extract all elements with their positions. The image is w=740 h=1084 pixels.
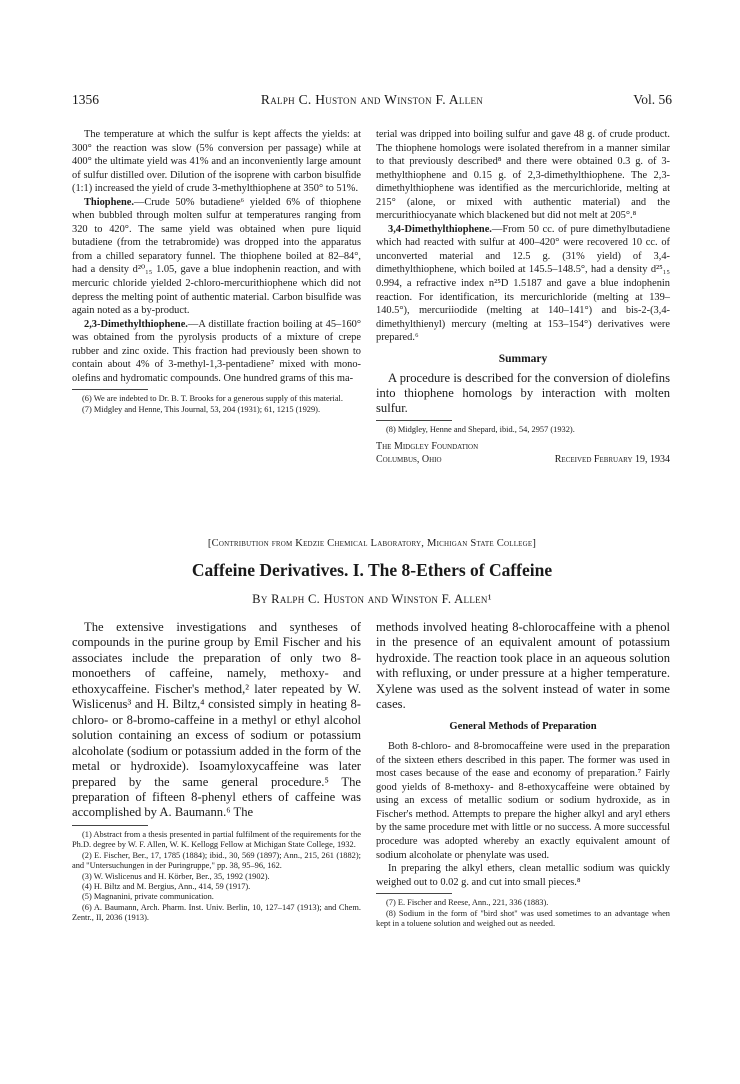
contribution-line: [Contribution from Kedzie Chemical Laboratory, Michigan State College] [207,538,537,549]
section-heading: 3,4-Dimethylthiophene. [388,223,492,235]
footnote-rule [376,420,452,421]
summary-text: A procedure is described for the conversion of diolefins into thiophene homologs by interaction with molten sulfur. [376,371,670,416]
subsection-heading: General Methods of Preparation [449,720,597,732]
section-heading: Thiophene. [84,196,134,208]
paragraph-body: —A distillate fraction boiling at 45–160° was obtained from the pyrolysis products of a mixture of crepe rubber and zinc oxide. This fraction had previously been shown to contain about 4% of 3-methyl-1,3-pentadiene⁷ mixed with mono-olefins and hydromatic compounds. One hundred grams of this ma- [72,318,361,384]
footnote: (8) Midgley, Henne and Shepard, ibid., 54, 2957 (1932). [386,425,575,435]
top-left-column [72,128,361,415]
page-header [72,92,672,110]
paragraph [72,196,361,318]
footnote: (6) We are indebted to Dr. B. T. Brooks for a generous supply of this material. [82,394,343,404]
footnote: (8) Sodium in the form of "bird shot" was used sometimes to an advantage when kept in a toluene solution and weighed out as needed. [376,908,670,928]
footnote-rule [72,389,148,390]
volume-label: Vol. 56 [633,92,672,107]
footnotes [72,830,361,924]
footnotes [376,898,670,929]
footnote: (4) H. Biltz and M. Bergius, Ann., 414, 59 (1917). [82,881,251,891]
section-heading: 2,3-Dimethylthiophene. [84,318,188,330]
paragraph-body: —From 50 cc. of pure dimethylbutadiene which had reacted with sulfur at 400–420° were recovered 10 cc. of unconverted material and 12.5 g. (31% yield) of 3,4-dimethylthiophene, which boiled at 145.5–148.5°, had a density d²⁵₁₅ 0.994, a refractive index n²⁵D 1.5187 and gave a blue indophenin reaction. For identification, its mercurichloride (melting at 139–140.5°), mercuriiodide (melting at 140–141°) and bis-2-(3,4-dimethylthienyl) mercury (melting at 153–154°) derivatives were prepared.⁶ [376,223,670,344]
footnote-rule [376,893,452,894]
article-title: Caffeine Derivatives. I. The 8-Ethers of Caffeine [191,560,553,580]
affiliation-block [376,440,670,466]
paragraph: Both 8-chloro- and 8-bromocaffeine were used in the preparation of the sixteen ethers described in this paper. The former was used in most cases because of the ease and economy of preparation.⁷ Fairly good yields of 8-methoxy- and 8-ethoxycaffeine were obtained by using an excess of metallic sodium or sodium hydroxide, as in Fischer's method. Attempts to prepare the higher alkyl and aryl ethers by the same procedure met with little or no success. A more successful procedure was adopted whereby an exactly equivalent amount of sodium alcoholate or phenylate was used. [376,741,670,861]
footnote: (3) W. Wislicenus and H. Körber, Ber., 35, 1992 (1902). [82,871,270,881]
paragraph: The temperature at which the sulfur is kept affects the yields: at 300° the reaction was slow (5% conversion per passage) while at 400° the ultimate yield was 41% and an inconveniently large amount of sulfur distilled over. Dilution of the isoprene with carbon bisulfide (1:1) increased the yield of crude 3-methylthiophene at 350° to 51%. [72,129,361,195]
paragraph-body: —Crude 50% butadiene⁶ yielded 6% of thiophene when bubbled through molten sulfur at temperatures ranging from 320 to 420°. The same yield was obtained when pure liquid butadiene (from the tetrabromide) was dropped into the apparatus from a chilled separatory funnel. The thiophene boiled at 82–84°, had a density d²⁰₁₅ 1.05, gave a blue indophenin reaction, and with mercuric chloride yielded 2-chloro-mercurithiophene which did not depress the melting point of authentic material. Carbon bisulfide was again noted as a by-product. [72,196,361,317]
paragraph [72,318,361,386]
city: Columbus, Ohio [376,453,442,465]
footnote: (6) A. Baumann, Arch. Pharm. Inst. Univ. Berlin, 10, 127–147 (1913); and Chem. Zentr., II, 2036 (1913). [72,902,361,923]
paragraph: terial was dripped into boiling sulfur and gave 48 g. of crude product. The thiophene homologs were isolated therefrom in a manner similar to that previously described⁸ and there were obtained 0.3 g. of 3-methylthiophene and 0.15 g. of 2,3-dimethylthiophene. The 2,3-dimethylthiophene was identified as the mercurichloride, melting at 215° (alone, or mixed with authentic material) and the mercurithiocyanate which blackened but did not melt at 205°.⁸ [376,129,670,222]
received-date: Received February 19, 1934 [554,453,670,465]
article-authors: By Ralph C. Huston and Winston F. Allen¹ [252,592,492,606]
paragraph: The extensive investigations and syntheses of compounds in the purine group by Emil Fischer and his associates include the preparation of only two 8-monoethers of caffeine, namely, methoxy- and ethoxycaffeine. Fischer's method,² later repeated by W. Wislicenus³ and H. Biltz,⁴ consisted simply in heating 8-chloro- or 8-bromo-caffeine in a methyl or ethyl alcohol solution containing an excess of sodium or potassium alcoholate (sodium or potassium added in the form of the metal or hydroxide). Isoamyloxycaffeine was later prepared by the same general procedure.⁵ The preparation of fifteen 8-phenyl ethers of caffeine was accomplished by A. Baumann.⁶ The [72,620,361,820]
footnote: (2) E. Fischer, Ber., 17, 1785 (1884); ibid., 30, 569 (1897); Ann., 215, 261 (1882); and "Untersuchungen in der Puringruppe," pp. 38, 95–96, 162. [72,850,361,871]
footnote: (7) E. Fischer and Reese, Ann., 221, 336 (1883). [386,898,549,908]
running-head: Ralph C. Huston and Winston F. Allen [260,92,484,107]
footnote-rule [72,825,148,826]
bottom-right-column [376,620,670,929]
foundation-name: The Midgley Foundation [376,440,479,452]
footnote: (1) Abstract from a thesis presented in partial fulfilment of the requirements for the Ph.D. degree by W. F. Allen, W. K. Kellogg Fellow at Michigan State College, 1932. [72,829,361,850]
footnote: (7) Midgley and Henne, This Journal, 53, 204 (1931); 61, 1215 (1929). [82,404,321,414]
summary-heading: Summary [498,352,548,365]
footnote: (5) Magnanini, private communication. [82,892,214,902]
top-right-column [376,128,670,466]
city-row [376,453,670,466]
paragraph: methods involved heating 8-chlorocaffeine with a phenol in the presence of an equivalent amount of potassium hydroxide. The reaction took place in an aqueous solution with refluxing, or under pressure at a higher temperature. Xylene was used as the solvent instead of water in some cases. [376,620,670,712]
page-number: 1356 [72,92,99,107]
footnotes [376,425,670,435]
paragraph [376,223,670,345]
bottom-left-column [72,620,361,924]
footnotes [72,394,361,415]
paragraph: In preparing the alkyl ethers, clean metallic sodium was quickly weighed out to 0.02 g. and cut into small pieces.⁸ [376,863,670,888]
